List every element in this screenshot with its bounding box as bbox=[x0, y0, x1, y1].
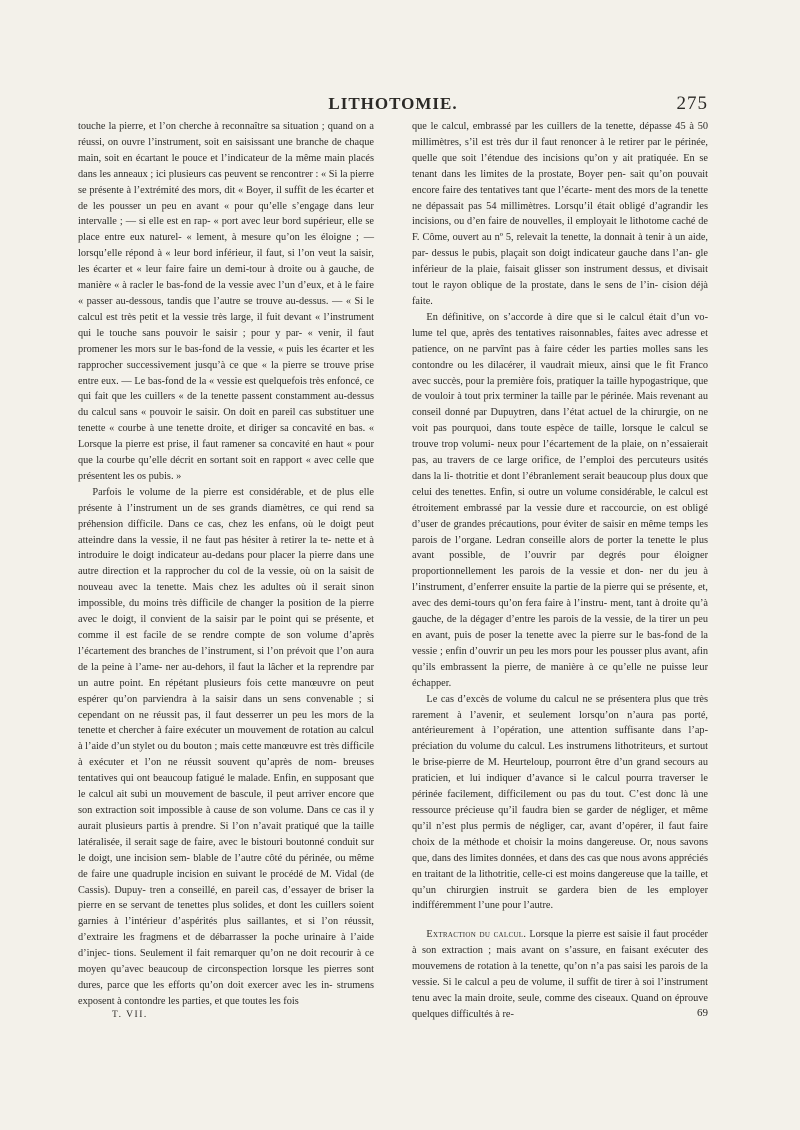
right-paragraph-2: En définitive, on s’accorde à dire que si le calcul était d’un vo- lume tel que, après des tentatives raisonnables, faites avec adresse et patience, on ne parvînt pas à faire céder les parties molles sans les contondre ou les dilacérer, il vaudrait mieux, ainsi que le fit Franco avec succès, pour la première fois, pratiquer la taille hypogastrique, que de vouloir à tout prix terminer la taille par le périnée. Mais revenant au conseil donné par Dupuytren, dans l’état actuel de la chirurgie, on ne voit pas pourquoi, dans toute espèce de taille, lorsque le calcul se trouve trop volumi- neux pour l’écartement de la plaie, on n’essaierait pas, au travers de ce large orifice, de l’emploi des percuteurs usités dans la li- thotritie et dont l’ébranlement serait beaucoup plus doux que celui des tenettes. Enfin, si outre un volume considérable, le calcul est étroitement embrassé par la vessie dure et raccourcie, on est obligé d’user de grandes précautions, pour éviter de saisir en même temps les parois de l’organe. Ledran conseille alors de porter la tenette le plus avant possible, de l’ouvrir par degrés pour éloigner proportionnellement les parois de la vessie et don- ner du jeu à l’instrument, d’enferrer ensuite la partie de la pierre qui se présente, et, avec des demi-tours qu’on fera faire à l’instru- ment, tant à droite qu’à gauche, de la dégager d’entre les parois de la vessie, de la tirer un peu en avant, puis de poser la tenette avec la pierre sur le bas-fond de la vessie ; enfin d’ouvrir un peu les mors pour les pousser plus avant, afin qu’ils embrassent la pierre, de manière à ce qu’elle ne puisse leur échapper. bbox=[412, 311, 708, 689]
right-paragraph-4-text: Lorsque la pierre est saisie il faut procéder à son extraction ; mais avant on s’assure, en faisant exécuter des mouvemens de rotation à la tenette, qu’on n’a pas saisi les parois de la vessie. Si le calcul a peu de volume, il suffit de tirer à soi l’instrument tenu avec la main droite, seule, comme des ciseaux. Quand on éprouve quelques difficultés à re- bbox=[412, 929, 708, 1020]
sheet-number: 69 bbox=[697, 1007, 708, 1019]
left-paragraph-1: touche la pierre, et l’on cherche à reconnaître sa situation ; quand on a réussi, on ouvre l’instrument, soit en saisissant une branche de chaque main, soit en écartant le pouce et l’indicateur de la même main placés dans les anneaux ; ici plusieurs cas peuvent se rencontrer : « Si la pierre se présente à l’extrémité des mors, dit « Boyer, il suffit de les écarter et de les pousser un peu en avant « pour qu’elle s’engage dans leur intervalle ; — si elle est en rap- « port avec leur bord supérieur, elle se place entre eux naturel- « lement, à mesure qu’on les éloigne ; — lorsqu’elle répond à « leur bord inférieur, il faut, si l’on veut la saisir, les écarter et « leur faire faire un demi-tour à droite ou à gauche, de manière « à racler le bas-fond de la vessie avec l’un d’eux, et à le faire « passer au-dessous, tandis que l’autre se trouve au-dessus. — « Si le calcul est très petit et la vessie très large, il fuit devant « l’instrument qui le touche sans pouvoir le saisir ; pour y par- « venir, il faut promener les mors sur le bas-fond de la vessie, « puis les écarter et les rapprocher successivement jusqu’à ce que « la pierre se trouve prise entre eux. — Le bas-fond de la « vessie est quelquefois très enfoncé, ce qui fait que les cuillers « de la tenette passent constamment au-dessus du calcul sans « pouvoir le saisir. On doit en pareil cas substituer une tenette « courbe à une tenette droite, et diriger sa concavité en bas. « Lorsque la pierre est prise, il faut ramener sa concavité en haut « pour que la courbe qu’elle décrit en sortant soit en rapport « avec celle que présentent les os pubis. » bbox=[78, 121, 374, 482]
left-paragraph-2: Parfois le volume de la pierre est considérable, et de plus elle présente à l’instrument un de ses grands diamètres, ce qui rend sa préhension difficile. Dans ce cas, chez les enfans, où le doigt peut atteindre dans la vessie, il ne faut pas hésiter à retirer la te- nette et à introduire le doigt indicateur au-dedans pour placer la pierre dans une autre direction et la rapprocher du col de la vessie, où on la saisit de nouveau avec la tenette. Mais chez les adultes où il serait sinon impossible, du moins très difficile de changer la position de la pierre avec le doigt, il convient de la saisir par le point qui se présente, et comme il est facile de se rendre compte de son volume d’après l’écartement des branches de l’instrument, si l’on prévoit que l’on aura de la peine à l’ame- ner au-dehors, il faut la lâcher et la reprendre par un autre point. En répétant plusieurs fois cette manœuvre on peut espérer qu’on parviendra à la saisir dans un sens convenable ; si cependant on ne réussit pas, il faut desserrer un peu les mors de la tenette et chercher à faire exécuter un mouvement de rotation au calcul à l’aide d’un stylet ou du bouton ; mais cette manœuvre est très difficile à exécuter et l’on ne réussit souvent qu’après de nom- breuses tentatives qui ont beaucoup fatigué le malade. Enfin, en supposant que le calcul ait subi un mouvement de bascule, il peut arriver encore que son extraction soit impossible à cause de son volume. Dans ce cas il y aurait plusieurs partis à prendre. Si l’on n’avait pratiqué que la taille latéralisée, il serait sage de faire, avec le bistouri boutonné conduit sur le doigt, une incision sem- blable de l’autre côté du périnée, ou même de faire une quadruple incision en suivant le procédé de M. Vidal (de Cassis). Dupuy- tren a conseillé, en pareil cas, d’essayer de briser la pierre en se servant de tenettes plus solides, et dont les cuillers soient garnies à l’intérieur d’aspérités plus saillantes, et si l’on réussit, d’extraire les fragmens et de débarrasser la poche urinaire à l’aide d’injec- tions. Seulement il fait remarquer qu’on ne doit recourir à ce moyen qu’avec beaucoup de circonspection lorsque les pierres sont dures, parce que les efforts qu’on doit exercer avec les in- strumens exposent à contondre les parties, et que toutes les fois bbox=[78, 486, 374, 1007]
page-number: 275 bbox=[676, 93, 708, 114]
page-header bbox=[78, 94, 708, 114]
page-footer bbox=[78, 1007, 708, 1023]
running-title: LITHOTOMIE. bbox=[328, 94, 458, 113]
left-column bbox=[78, 119, 374, 1010]
right-paragraph-1: que le calcul, embrassé par les cuillers de la tenette, dépasse 45 à 50 millimètres, s’il est très dur il faut renoncer à le retirer par le périnée, quelle que soit l’étendue des incisions qu’on y ait pratiquée. En se tenant dans les limites de la prostate, Boyer pen- sait qu’on pouvait encore faire des tentatives tant que l’écarte- ment des mors de la tenette ne dépassait pas 54 millimètres. Lorsqu’il était obligé d’agrandir les incisions, ou d’en faire de nouvelles, il employait le lithotome caché de F. Côme, ouvert au nº 5, relevait la tenette, la donnait à tenir à un aide, par- dessus le pubis, plaçait son doigt indicateur gauche dans l’an- gle inférieur de la plaie, faisait glisser son instrument dessus, et divisait tout le rayon oblique de la prostate, dans le sens de l’in- cision déjà faite. bbox=[412, 121, 708, 307]
right-column bbox=[412, 119, 708, 1023]
right-paragraph-3: Le cas d’excès de volume du calcul ne se présentera plus que très rarement à l’avenir, et seulement lorsqu’on n’aura pas porté, antérieurement à l’opération, une attention suffisante dans l’ap- préciation du volume du calcul. Les instrumens lithotriteurs, et surtout le brise-pierre de M. Heurteloup, pourront être d’un grand secours au praticien, et lui indiquer d’avance si le calcul pourra traverser le périnée facilement, difficilement ou pas du tout. C’est donc là une ressource précieuse qu’il faudra bien se garder de négliger, et même qu’il n’est plus permis de négliger, car, avant d’opérer, il faut faire choix de la méthode et choisir la moins dangereuse. Or, nous savons que, dans des limites données, et dans des cas que nous avons appréciés en traitant de la lithotritie, celle-ci est moins dangereuse que la taille, et qu’un chirurgien instruit se gardera bien de les employer indifféremment l’une pour l’autre. bbox=[412, 693, 708, 912]
section-heading-extraction: Extraction du calcul. bbox=[426, 929, 527, 941]
volume-signature: T. VII. bbox=[112, 1010, 148, 1020]
